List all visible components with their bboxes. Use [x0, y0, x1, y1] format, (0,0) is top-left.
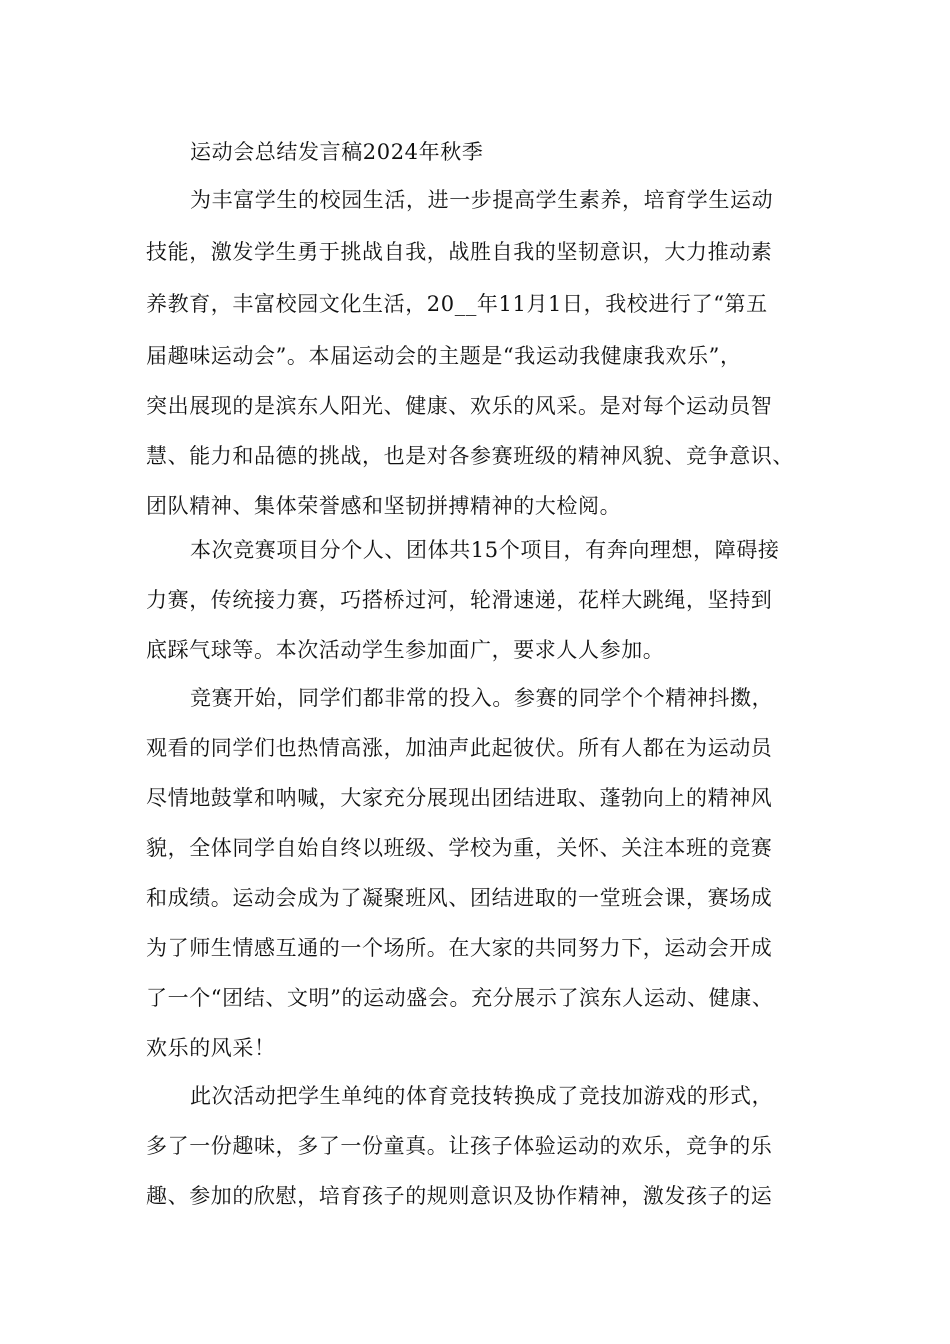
paragraph-line: 技能，激发学生勇于挑战自我，战胜自我的坚韧意识，大力推动素 [146, 240, 773, 264]
paragraph-line: 为丰富学生的校园生活，进一步提高学生素养，培育学生运动 [190, 188, 774, 212]
paragraph-line: 观看的同学们也热情高涨，加油声此起彼伏。所有人都在为运动员 [146, 736, 773, 760]
paragraph-line: 突出展现的是滨东人阳光、健康、欢乐的风采。是对每个运动员智 [146, 394, 773, 418]
paragraph-line: 慧、能力和品德的挑战，也是对各参赛班级的精神风貌、竞争意识、 [146, 444, 794, 468]
paragraph-line: 欢乐的风采！ [146, 1036, 276, 1060]
paragraph-line: 了一个“团结、文明”的运动盛会。充分展示了滨东人运动、健康、 [146, 986, 774, 1010]
paragraph-line: 本次竞赛项目分个人、团体共15个项目，有奔向理想，障碍接 [190, 538, 780, 562]
paragraph-line: 底踩气球等。本次活动学生参加面广，要求人人参加。 [146, 638, 665, 662]
paragraph-line: 多了一份趣味，多了一份童真。让孩子体验运动的欢乐，竞争的乐 [146, 1134, 773, 1158]
paragraph-line: 养教育，丰富校园文化生活，20__年11月1日，我校进行了“第五 [146, 292, 768, 316]
paragraph-line: 和成绩。运动会成为了凝聚班风、团结进取的一堂班会课，赛场成 [146, 886, 773, 910]
paragraph-line: 此次活动把学生单纯的体育竞技转换成了竞技加游戏的形式， [190, 1084, 774, 1108]
paragraph-line: 尽情地鼓掌和呐喊，大家充分展现出团结进取、蓬勃向上的精神风 [146, 786, 773, 810]
paragraph-line: 届趣味运动会”。本届运动会的主题是“我运动我健康我欢乐”， [146, 344, 742, 368]
paragraph-line: 竞赛开始，同学们都非常的投入。参赛的同学个个精神抖擞， [190, 686, 774, 710]
paragraph-line: 貌，全体同学自始自终以班级、学校为重，关怀、关注本班的竞赛 [146, 836, 773, 860]
paragraph-line: 力赛，传统接力赛，巧搭桥过河，轮滑速递，花样大跳绳，坚持到 [146, 588, 773, 612]
document-title: 运动会总结发言稿2024年秋季 [190, 140, 484, 164]
paragraph-line: 趣、参加的欣慰，培育孩子的规则意识及协作精神，激发孩子的运 [146, 1184, 773, 1208]
paragraph-line: 为了师生情感互通的一个场所。在大家的共同努力下，运动会开成 [146, 936, 773, 960]
paragraph-line: 团队精神、集体荣誉感和坚韧拼搏精神的大检阅。 [146, 494, 622, 518]
